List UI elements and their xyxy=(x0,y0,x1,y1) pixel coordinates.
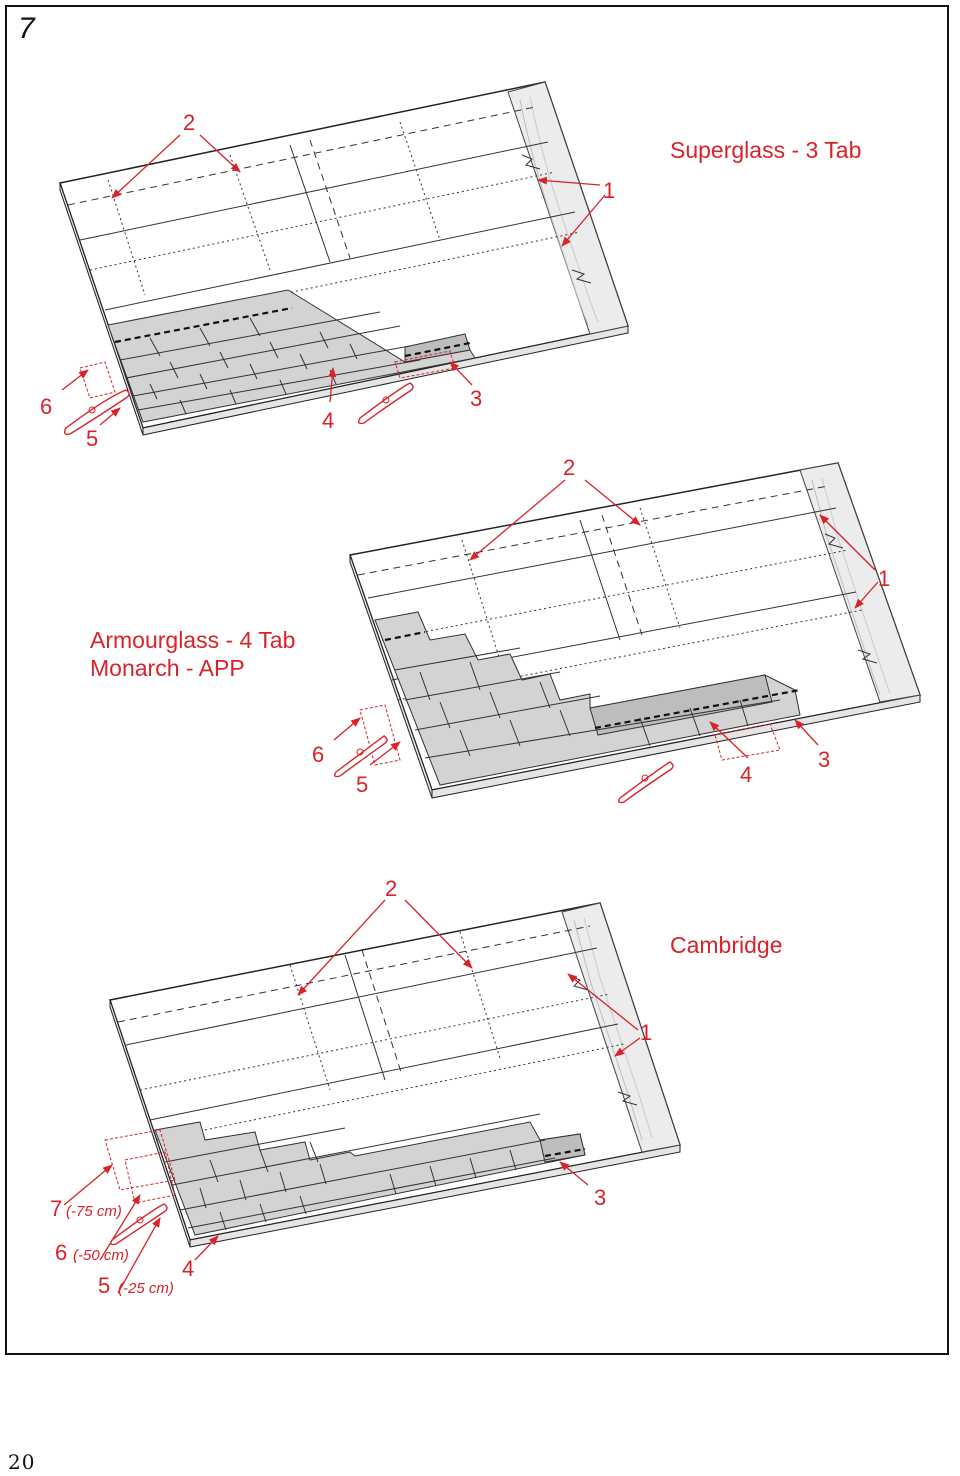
callout-4: 4 xyxy=(740,762,753,787)
callout-4: 4 xyxy=(182,1256,195,1281)
offset-25cm: (-25 cm) xyxy=(118,1280,174,1297)
utility-knife-icon xyxy=(335,736,387,777)
callout-5: 5 xyxy=(356,772,369,797)
utility-knife-icon xyxy=(359,383,413,423)
callout-2: 2 xyxy=(385,876,398,901)
callout-6: 6 xyxy=(55,1240,68,1265)
utility-knife-icon xyxy=(619,762,673,803)
panel-1-roof xyxy=(60,82,628,435)
callout-1: 1 xyxy=(640,1020,653,1045)
callout-2: 2 xyxy=(563,455,576,480)
callout-6: 6 xyxy=(312,742,325,767)
callout-1: 1 xyxy=(603,178,616,203)
offset-50cm: (-50 cm) xyxy=(73,1247,129,1264)
callout-7: 7 xyxy=(50,1196,63,1221)
callout-2: 2 xyxy=(183,110,196,135)
callout-5: 5 xyxy=(98,1273,111,1298)
callout-3: 3 xyxy=(818,747,831,772)
step-number: 7 xyxy=(18,12,35,45)
product-label-cambridge: Cambridge xyxy=(670,932,783,958)
callout-6: 6 xyxy=(40,394,53,419)
product-label-armourglass: Armourglass - 4 Tab xyxy=(90,627,296,653)
product-label-monarch: Monarch - APP xyxy=(90,655,245,681)
callout-4: 4 xyxy=(322,408,335,433)
callout-5: 5 xyxy=(86,426,99,451)
callout-1: 1 xyxy=(878,566,891,591)
product-label-superglass: Superglass - 3 Tab xyxy=(670,137,862,163)
callout-3: 3 xyxy=(470,386,483,411)
offset-75cm: (-75 cm) xyxy=(66,1203,122,1220)
page-number: 20 xyxy=(8,1450,36,1474)
callout-3: 3 xyxy=(594,1185,607,1210)
